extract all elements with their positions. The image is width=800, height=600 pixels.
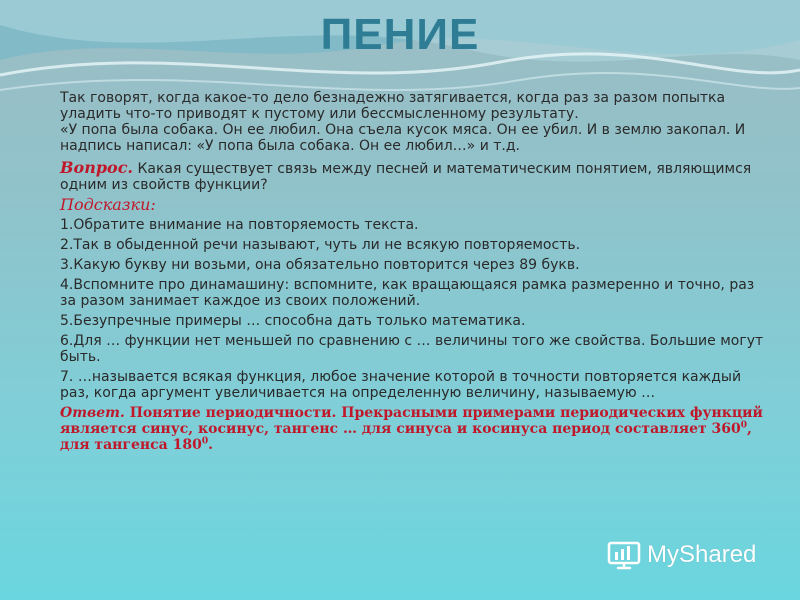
hint-item [60,217,772,233]
hint-text: Безупречные примеры … способна дать только математика. [73,313,526,329]
question-text: Какая существует связь между песней и математическим понятием, являющимся одним из свойств функции? [60,161,752,193]
logo-text: MyShared [647,541,757,568]
hints-list [60,217,772,401]
hint-text: Вспомните про динамашину: вспомните, как вращающаяся рамка размеренно и точно, раз за разом занимает каждое из своих положений. [60,277,755,309]
hints-heading: Подсказки: [60,195,156,214]
myshared-logo[interactable] [607,536,756,574]
question-block [60,160,772,193]
answer-text-b: , для тангенса 180 [60,421,752,453]
hint-text: Так в обыденной речи называют, чуть ли не всякую повторяемость. [73,237,581,253]
hint-item [60,333,772,365]
hint-number: 5. [60,313,74,329]
hint-text: Какую букву ни возьми, она обязательно повторится через 89 букв. [73,257,580,273]
question-label: Вопрос. [60,158,133,177]
hint-number: 6. [60,333,74,349]
hint-number: 4. [60,277,74,293]
hint-item [60,277,772,309]
hint-number: 7. [60,369,78,385]
answer-text-end: . [208,437,213,453]
degree-sup-b: 0 [201,436,209,447]
slide-content [60,90,772,453]
hint-item [60,313,772,329]
hint-item [60,369,772,401]
hint-text: Для … функции нет меньшей по сравнению с … величины того же свойства. Большие могут быть. [60,333,764,365]
answer-text-a: Понятие периодичности. Прекрасными примерами периодических функций является синус, косинус, тангенс … для синуса и косинуса период составляет 360 [60,405,763,437]
answer-block [60,405,772,453]
hint-item [60,257,772,273]
answer-label: Ответ. [60,405,125,421]
hint-text: Обратите внимание на повторяемость текста. [73,217,419,233]
degree-sup-a: 0 [740,420,748,431]
intro-paragraph-2: «У попа была собака. Он ее любил. Она съела кусок мяса. Он ее убил. И в землю закопал. И надпись написал: «У попа была собака. Он ее любил…» и т.д. [60,122,746,154]
hint-text: …называется всякая функция, любое значение которой в точности повторяется каждый раз, когда аргумент увеличивается на определенную величину, называемую … [60,369,742,401]
hint-number: 2. [60,237,74,253]
myshared-logo-icon [607,540,641,570]
page-title: ПЕНИЕ [320,10,480,59]
hint-number: 1. [60,217,74,233]
hint-item [60,237,772,253]
intro-paragraph-1: Так говорят, когда какое-то дело безнадежно затягивается, когда раз за разом попытка уладить что-то приводят к пустому или бессмысленному результату. [60,90,726,122]
hint-number: 3. [60,257,74,273]
